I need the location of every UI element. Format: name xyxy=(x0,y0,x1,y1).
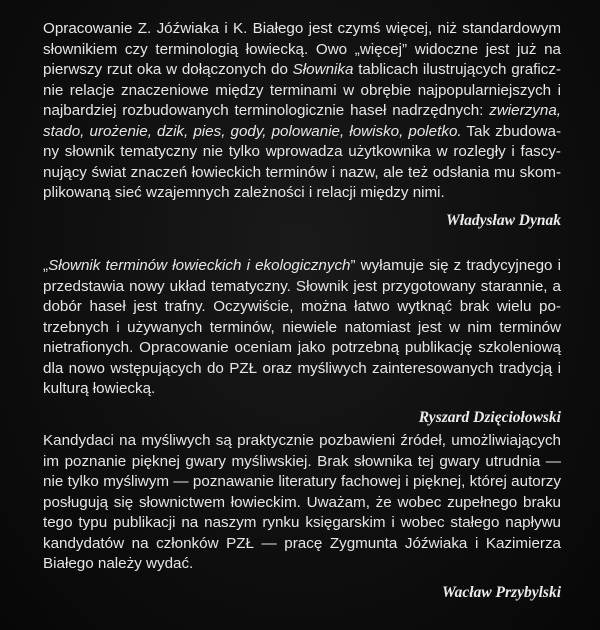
text-line: najbardziej rozbudowanych terminologicznie haseł nadrzędnych: zwierzyna, xyxy=(43,102,561,119)
text-line: Kandydaci na myśliwych są praktycznie pozbawieni źródeł, umożliwiających xyxy=(43,432,561,449)
text-line: dobór haseł jest trafny. Oczywiście, można łatwo wytknąć brak wielu po- xyxy=(43,298,561,315)
text-line: pierwszy rzut oka w dołączonych do Słownika tablicach ilustrujących graficz- xyxy=(43,61,561,78)
text-line: przedstawia nowy układ tematyczny. Słownik jest przygotowany starannie, a xyxy=(43,277,561,295)
text-line: stado, urożenie, dzik, pies, gody, polowanie, łowisko, poletko. Tak zbudowa- xyxy=(43,122,562,140)
text-line: słownikiem czy terminologią łowiecką. Owo „więcej” widoczne jest już na xyxy=(43,40,561,58)
text-line: nie relacje znaczeniowe między terminami w obrębie najpopularniejszych i xyxy=(43,81,561,99)
text-line: nujący świat znaczeń łowieckich terminów i nazw, ale też odsłania mu skom- xyxy=(43,163,561,181)
text-line: im poznanie pięknej gwary myśliwskiej. Brak słownika tej gwary utrudnia — xyxy=(43,452,561,470)
text-line: tego typu publikacji na naszym rynku księgarskim i wobec stałego napływu xyxy=(43,514,561,531)
text-line: trzebnych i używanych terminów, niewiele natomiast jest w nim terminów xyxy=(43,318,561,336)
italic-text: Słownika xyxy=(292,61,354,78)
review-text xyxy=(43,431,561,575)
review-author: Władysław Dynak xyxy=(446,211,561,229)
review-quote-3 xyxy=(43,431,561,603)
text-line: posługują się słownictwem łowieckim. Uważam, że wobec zupełnego braku xyxy=(43,493,561,511)
text-line: nie tylko myśliwym — poznawanie literatury fachowej i pięknej, której autorzy xyxy=(43,473,561,490)
review-quote-1 xyxy=(43,19,561,231)
review-author: Ryszard Dzięciołowski xyxy=(418,408,561,426)
italic-text: zwierzyna, xyxy=(489,102,561,119)
text-line: dla nowo wstępujących do PZŁ oraz myśliwych zainteresowanych tradycją i xyxy=(43,359,561,377)
text-line: Opracowanie Z. Jóźwiaka i K. Białego jest czymś więcej, niż standardowym xyxy=(43,20,561,37)
text-line: „Słownik terminów łowieckich i ekologicznych” wyłamuje się z tradycyjnego i xyxy=(43,257,561,274)
text-line: Białego należy wydać. xyxy=(43,555,194,572)
review-author: Wacław Przybylski xyxy=(442,583,561,601)
text-line: nietrafionych. Opracowanie oceniam jako potrzebną publikację szkoleniową xyxy=(43,339,561,356)
italic-text: Słownik terminów łowieckich i ekologicznych xyxy=(48,257,351,274)
text-line: plikowaną sieć wzajemnych zależności i relacji między nimi. xyxy=(43,184,445,201)
italic-text: stado, urożenie, dzik, pies, gody, polowanie, łowisko, poletko. xyxy=(43,122,462,140)
review-text xyxy=(43,256,561,400)
review-quote-2 xyxy=(43,256,561,428)
text-line: kulturą łowiecką. xyxy=(43,380,156,397)
text-line: ny słownik tematyczny nie tylko wprowadza użytkownika w rozległy i fascy- xyxy=(43,143,561,160)
text-line: kandydatów na członków PZŁ — pracę Zygmunta Jóźwiaka i Kazimierza xyxy=(43,534,561,552)
review-text xyxy=(43,19,561,204)
